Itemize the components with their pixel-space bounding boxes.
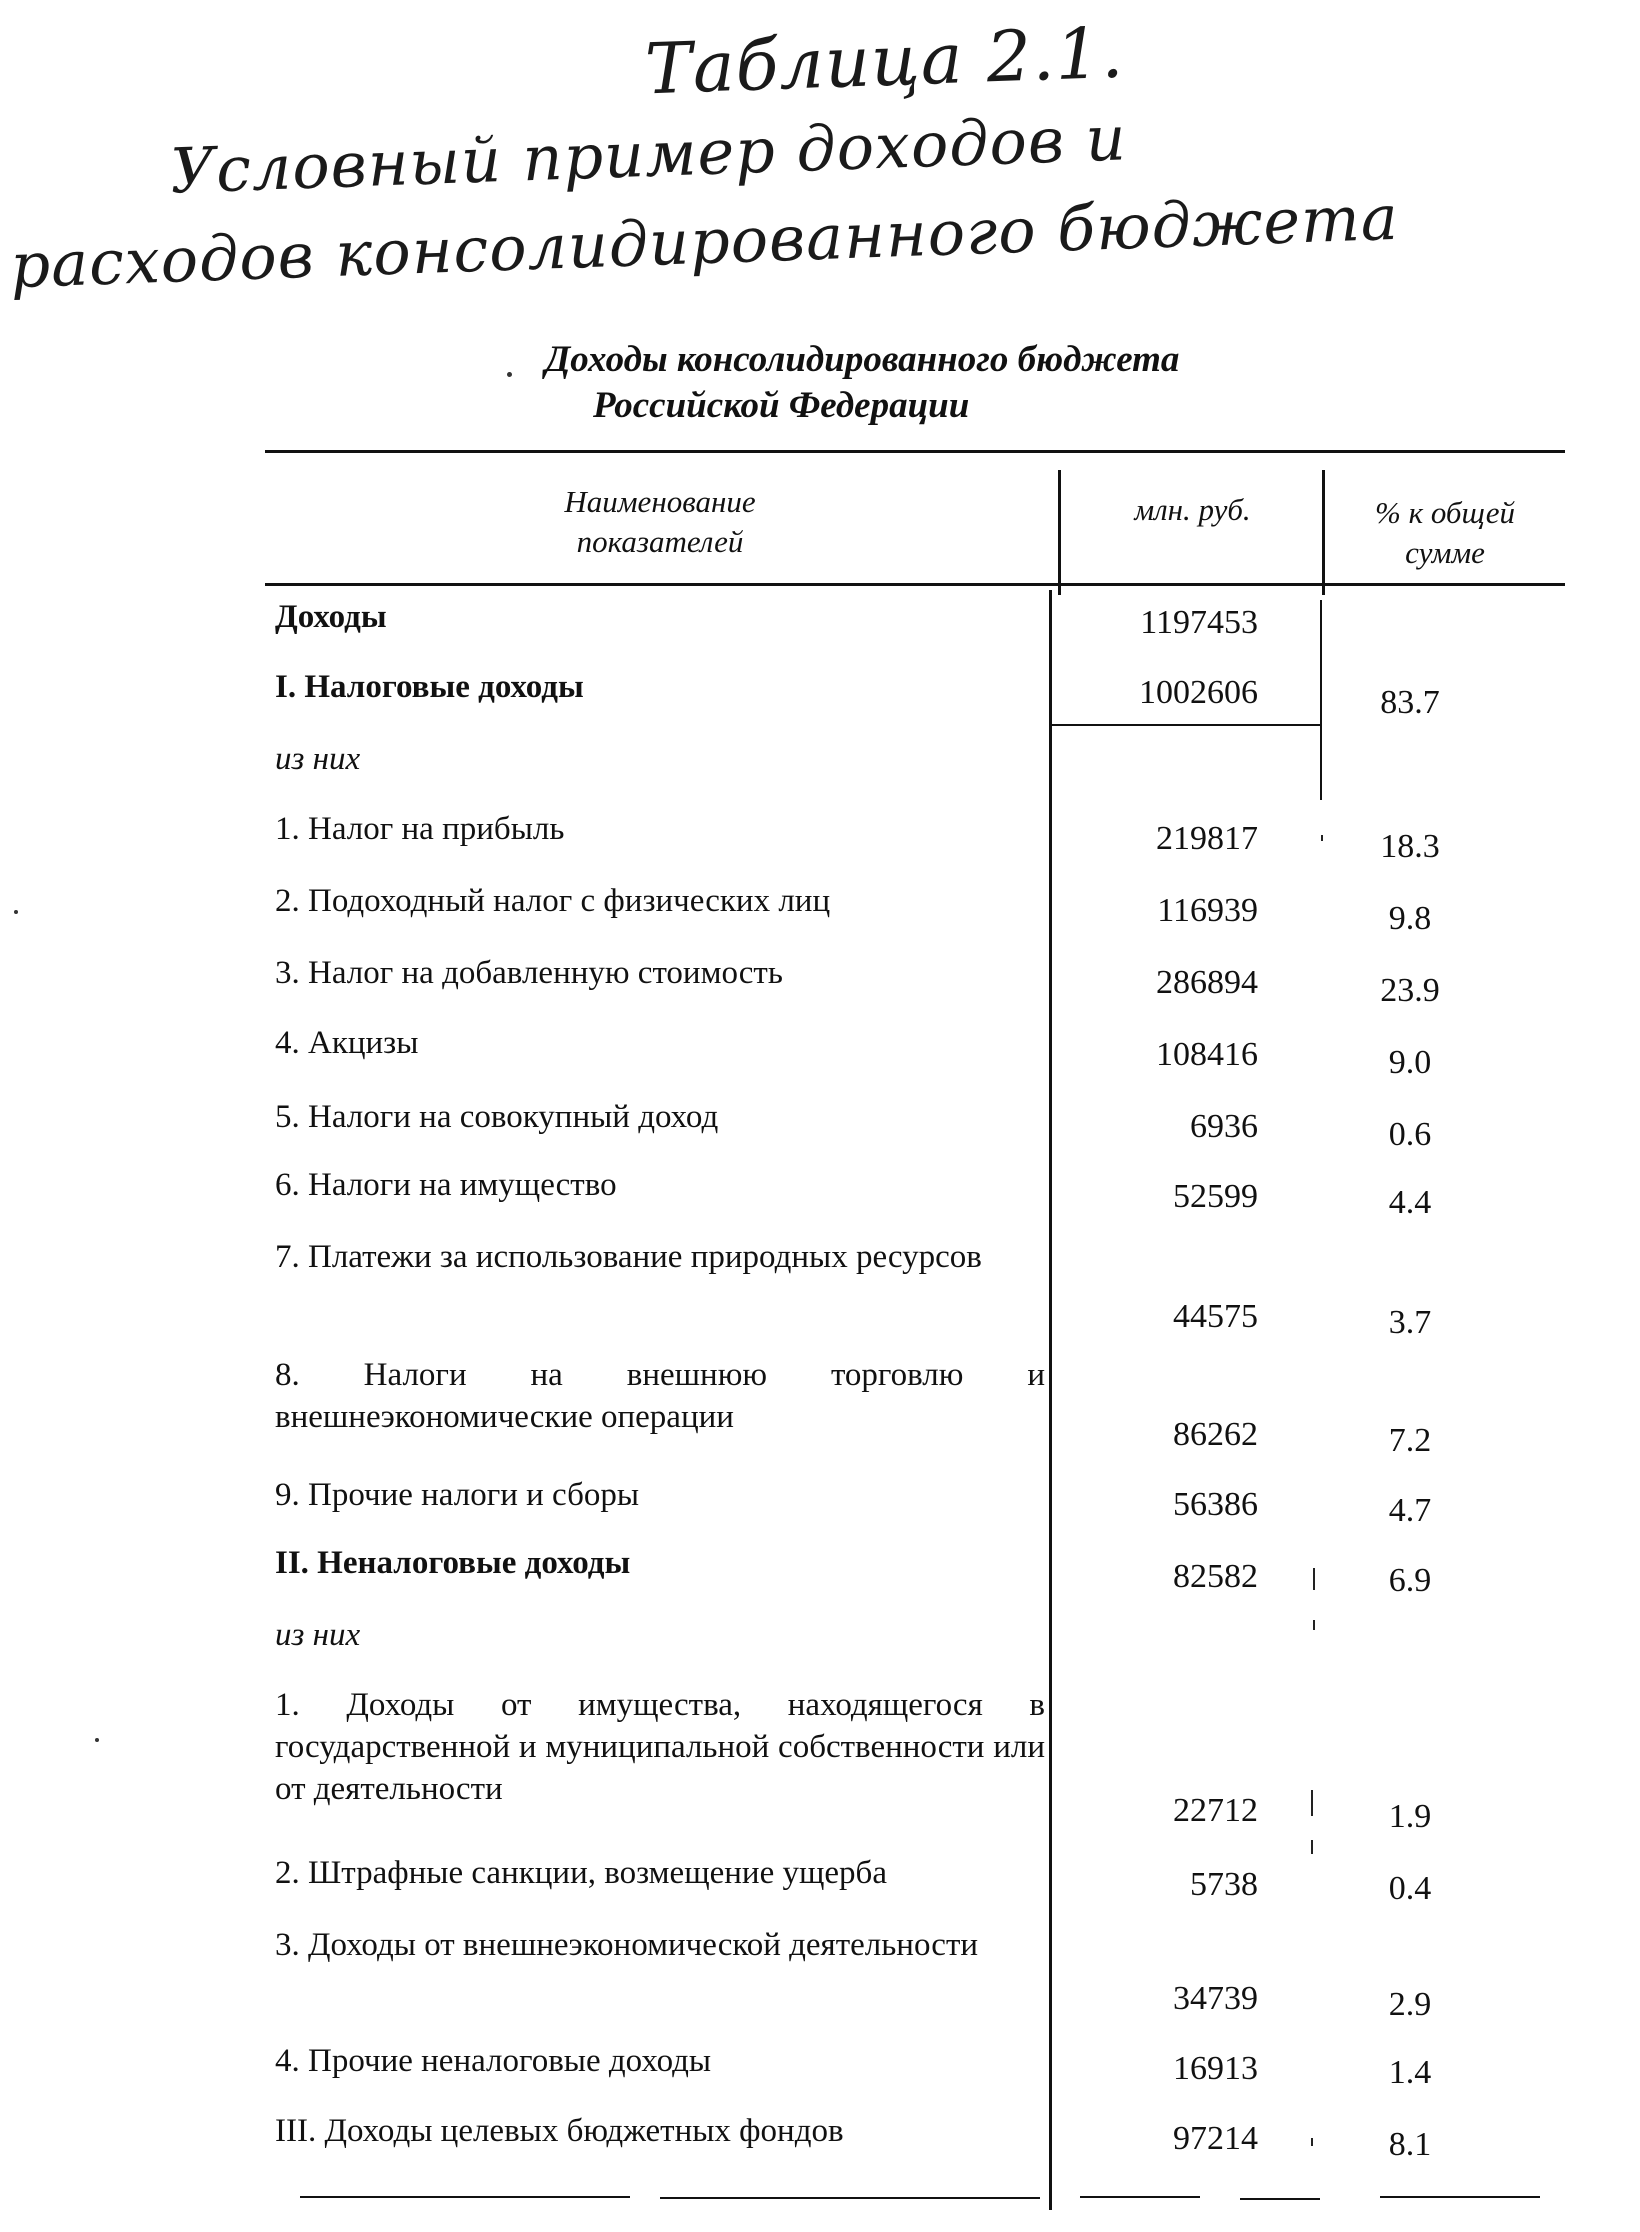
subtotal-divider: [1320, 600, 1322, 800]
row-percent: 0.4: [1388, 1870, 1432, 1907]
row-value: 52599: [1173, 1178, 1258, 1215]
rule-fragment: [1321, 835, 1323, 841]
row-value: 86262: [1173, 1416, 1258, 1453]
rule-fragment: [1313, 1620, 1315, 1630]
header-indicator-line-1: Наименование: [564, 484, 756, 519]
row-percent: 9.0: [1388, 1044, 1432, 1081]
row-value: 286894: [1156, 964, 1258, 1001]
row-label: 3. Доходы от внешнеэкономической деятельности: [275, 1927, 979, 1963]
row-percent: 1.9: [1388, 1798, 1432, 1835]
row-label: 1. Доходы от имущества, находящегося в государственной и муниципальной собственности или от деятельности: [275, 1687, 1045, 1807]
row-label: 7. Платежи за использование природных ресурсов: [275, 1239, 982, 1275]
header-million-rub: млн. руб.: [1134, 492, 1251, 527]
row-value: 34739: [1173, 1980, 1258, 2017]
row-percent: 6.9: [1388, 1562, 1432, 1599]
table-caption-line-1: Доходы консолидированного бюджета: [545, 339, 1180, 380]
row-percent: 3.7: [1388, 1304, 1432, 1341]
row-percent: 1.4: [1388, 2054, 1432, 2091]
row-value: 22712: [1173, 1792, 1258, 1829]
row-label: 2. Штрафные санкции, возмещение ущерба: [275, 1855, 887, 1891]
row-value: 16913: [1173, 2050, 1258, 2087]
header-divider-1: [1058, 470, 1061, 595]
row-label: из них: [275, 1617, 361, 1653]
print-speck: [95, 1738, 99, 1742]
header-indicator-line-2: показателей: [576, 524, 744, 559]
rule-fragment: [1311, 1790, 1313, 1816]
row-label: III. Доходы целевых бюджетных фондов: [275, 2113, 844, 2149]
row-label: 1. Налог на прибыль: [275, 811, 565, 847]
bottom-rule-fragment: [660, 2197, 1040, 2199]
rule-fragment: [1311, 2138, 1313, 2146]
subtotal-underline: [1052, 724, 1322, 726]
row-label: 4. Акцизы: [275, 1025, 419, 1061]
bottom-rule-fragment: [1240, 2198, 1320, 2200]
row-percent: 18.3: [1380, 828, 1440, 865]
row-value: 1197453: [1140, 604, 1258, 641]
header-percent-line-2: сумме: [1405, 535, 1485, 570]
row-percent: 8.1: [1388, 2126, 1432, 2163]
row-label: 9. Прочие налоги и сборы: [275, 1477, 640, 1513]
bottom-rule-fragment: [1380, 2196, 1540, 2198]
row-label: из них: [275, 741, 361, 777]
row-percent: 2.9: [1388, 1986, 1432, 2023]
row-value: 116939: [1157, 892, 1258, 929]
row-label: 6. Налоги на имущество: [275, 1167, 617, 1203]
row-value: 219817: [1156, 820, 1258, 857]
row-value: 1002606: [1139, 674, 1258, 711]
row-label: Доходы: [275, 599, 387, 635]
header-indicator-name: [470, 482, 850, 562]
row-label: I. Налоговые доходы: [275, 669, 584, 705]
row-percent: 9.8: [1388, 900, 1432, 937]
row-value: 108416: [1156, 1036, 1258, 1073]
print-speck: [507, 372, 512, 377]
handwritten-title-line-1: Условный пример доходов и: [169, 101, 1128, 208]
row-value: 56386: [1173, 1486, 1258, 1523]
table-top-rule: [265, 450, 1565, 453]
handwritten-title-line-2: расходов консолидированного бюджета: [9, 180, 1400, 303]
row-percent: 7.2: [1388, 1422, 1432, 1459]
header-percent-line-1: % к общей: [1375, 495, 1515, 530]
header-divider-2: [1322, 470, 1325, 595]
row-value: 6936: [1190, 1108, 1258, 1145]
bottom-rule-fragment: [300, 2196, 630, 2198]
bottom-rule-fragment: [1080, 2196, 1200, 2198]
rule-fragment: [1311, 1840, 1313, 1854]
table-header-rule: [265, 583, 1565, 586]
row-label: 3. Налог на добавленную стоимость: [275, 955, 783, 991]
table-caption-line-2: Российской Федерации: [593, 385, 970, 426]
row-value: 5738: [1190, 1866, 1258, 1903]
body-column-divider: [1049, 590, 1052, 2210]
row-value: 44575: [1173, 1298, 1258, 1335]
row-value: 82582: [1173, 1558, 1258, 1595]
row-label: 4. Прочие неналоговые доходы: [275, 2043, 712, 2079]
row-value: 97214: [1173, 2120, 1258, 2157]
row-label: II. Неналоговые доходы: [275, 1545, 631, 1581]
print-speck: [14, 910, 18, 914]
handwritten-table-label: Таблица 2.1.: [643, 11, 1126, 111]
header-percent-total: [1330, 493, 1560, 573]
row-percent: 0.6: [1388, 1116, 1432, 1153]
row-percent: 4.4: [1388, 1184, 1432, 1221]
row-percent: 23.9: [1380, 972, 1440, 1009]
row-percent: 4.7: [1388, 1492, 1432, 1529]
row-percent: 83.7: [1380, 684, 1440, 721]
row-label: 2. Подоходный налог с физических лиц: [275, 883, 831, 919]
row-label: 5. Налоги на совокупный доход: [275, 1099, 719, 1135]
rule-fragment: [1313, 1568, 1315, 1590]
row-label: 8. Налоги на внешнюю торговлю и внешнеэкономические операции: [275, 1357, 1045, 1435]
